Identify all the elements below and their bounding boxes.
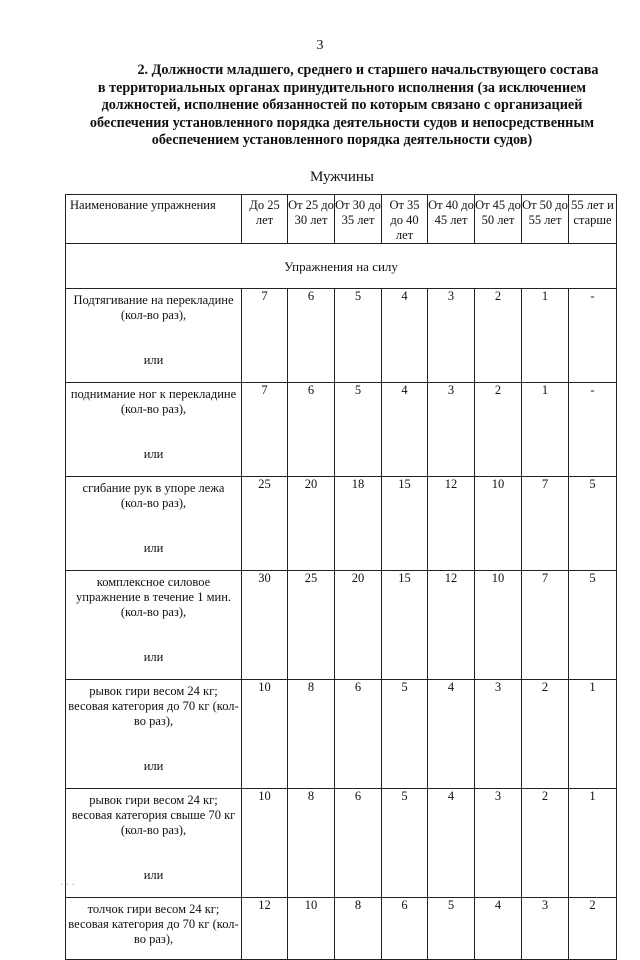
- norm-value: 6: [288, 383, 335, 477]
- exercise-cell: [66, 898, 242, 960]
- norm-value: 2: [475, 289, 522, 383]
- table-row: [66, 898, 617, 960]
- exercise-cell: [66, 571, 242, 680]
- norm-value: -: [569, 289, 617, 383]
- norm-value: 6: [335, 680, 382, 789]
- separator-or: или: [143, 447, 164, 461]
- exercise-name: Подтягивание на перекладине (кол-во раз),: [73, 293, 234, 322]
- norm-value: 15: [382, 477, 428, 571]
- norm-value: 1: [522, 289, 569, 383]
- scan-marks: · · ·: [60, 880, 75, 891]
- header-age-group: 55 лет и старше: [569, 195, 617, 244]
- norm-value: 18: [335, 477, 382, 571]
- section-heading: [62, 62, 622, 150]
- heading-line-5: обеспечением установленного порядка деятельности судов): [151, 132, 533, 148]
- norm-value: 2: [569, 898, 617, 960]
- norm-value: 7: [242, 383, 288, 477]
- exercise-cell: [66, 477, 242, 571]
- exercise-name: толчок гири весом 24 кг; весовая категория до 70 кг (кол-во раз),: [68, 902, 239, 946]
- norm-value: 5: [335, 383, 382, 477]
- norm-value: 6: [335, 789, 382, 898]
- section-title: Упражнения на силу: [66, 244, 617, 289]
- exercise-name: поднимание ног к перекладине (кол-во раз),: [70, 387, 237, 416]
- heading-line-3: должностей, исполнение обязанностей по которым связано с организацией: [101, 97, 583, 113]
- norm-value: 3: [475, 789, 522, 898]
- norm-value: 8: [335, 898, 382, 960]
- norm-value: 7: [522, 477, 569, 571]
- exercise-name: сгибание рук в упоре лежа (кол-во раз),: [82, 481, 225, 510]
- norm-value: 10: [242, 789, 288, 898]
- table-row: [66, 383, 617, 477]
- norm-value: 20: [288, 477, 335, 571]
- header-age-group: От 40 до 45 лет: [428, 195, 475, 244]
- exercise-cell: [66, 789, 242, 898]
- heading-line-2: в территориальных органах принудительного исполнения (за исключением: [97, 79, 587, 96]
- norm-value: -: [569, 383, 617, 477]
- header-age-group: От 30 до 35 лет: [335, 195, 382, 244]
- norm-value: 1: [522, 383, 569, 477]
- norm-value: 4: [475, 898, 522, 960]
- norm-value: 5: [382, 680, 428, 789]
- header-exercise-name: Наименование упражнения: [66, 195, 242, 244]
- norm-value: 3: [475, 680, 522, 789]
- norm-value: 30: [242, 571, 288, 680]
- norm-value: 12: [428, 477, 475, 571]
- heading-line-4: обеспечения установленного порядка деятельности судов и непосредственным: [89, 114, 595, 131]
- norm-value: 10: [242, 680, 288, 789]
- norm-value: 5: [569, 571, 617, 680]
- norm-value: 3: [428, 289, 475, 383]
- norm-value: 7: [242, 289, 288, 383]
- norm-value: 8: [288, 680, 335, 789]
- norm-value: 15: [382, 571, 428, 680]
- separator-or: или: [143, 650, 164, 664]
- separator-or: или: [143, 353, 164, 367]
- exercise-cell: [66, 383, 242, 477]
- header-age-group: До 25 лет: [242, 195, 288, 244]
- norm-value: 6: [382, 898, 428, 960]
- norm-value: 2: [522, 680, 569, 789]
- norm-value: 1: [569, 789, 617, 898]
- norm-value: 2: [522, 789, 569, 898]
- table-row: [66, 477, 617, 571]
- norm-value: 20: [335, 571, 382, 680]
- norm-value: 7: [522, 571, 569, 680]
- norm-value: 5: [335, 289, 382, 383]
- norms-table: [65, 194, 617, 960]
- norm-value: 10: [475, 571, 522, 680]
- exercise-name: комплексное силовое упражнение в течение 1 мин. (кол-во раз),: [75, 575, 232, 619]
- exercise-cell: [66, 289, 242, 383]
- header-age-group: От 25 до 30 лет: [288, 195, 335, 244]
- subtitle-men: Мужчины: [310, 169, 374, 185]
- norm-value: 10: [475, 477, 522, 571]
- table-row: [66, 289, 617, 383]
- norm-value: 8: [288, 789, 335, 898]
- separator-or: или: [143, 759, 164, 773]
- norm-value: 5: [569, 477, 617, 571]
- norm-value: 10: [288, 898, 335, 960]
- norm-value: 4: [428, 789, 475, 898]
- norm-value: 3: [522, 898, 569, 960]
- norm-value: 4: [382, 383, 428, 477]
- header-age-group: От 50 до 55 лет: [522, 195, 569, 244]
- norm-value: 12: [428, 571, 475, 680]
- table-header-row: [66, 195, 617, 244]
- norm-value: 6: [288, 289, 335, 383]
- norm-value: 5: [382, 789, 428, 898]
- exercise-name: рывок гири весом 24 кг; весовая категория свыше 70 кг (кол-во раз),: [71, 793, 236, 837]
- norm-value: 1: [569, 680, 617, 789]
- norm-value: 3: [428, 383, 475, 477]
- page-number: 3: [316, 38, 324, 53]
- norm-value: 4: [428, 680, 475, 789]
- norm-value: 5: [428, 898, 475, 960]
- exercise-cell: [66, 680, 242, 789]
- table-row: [66, 680, 617, 789]
- header-age-group: От 45 до 50 лет: [475, 195, 522, 244]
- separator-or: или: [143, 868, 164, 882]
- table-row: [66, 789, 617, 898]
- header-age-group: От 35 до 40 лет: [382, 195, 428, 244]
- norm-value: 25: [242, 477, 288, 571]
- norm-value: 12: [242, 898, 288, 960]
- norm-value: 4: [382, 289, 428, 383]
- heading-line-1: 2. Должности младшего, среднего и старшего начальствующего состава: [137, 62, 599, 78]
- table-row: [66, 571, 617, 680]
- norm-value: 2: [475, 383, 522, 477]
- exercise-name: рывок гири весом 24 кг; весовая категория до 70 кг (кол-во раз),: [68, 684, 239, 728]
- separator-or: или: [143, 541, 164, 555]
- section-row: [66, 244, 617, 289]
- norm-value: 25: [288, 571, 335, 680]
